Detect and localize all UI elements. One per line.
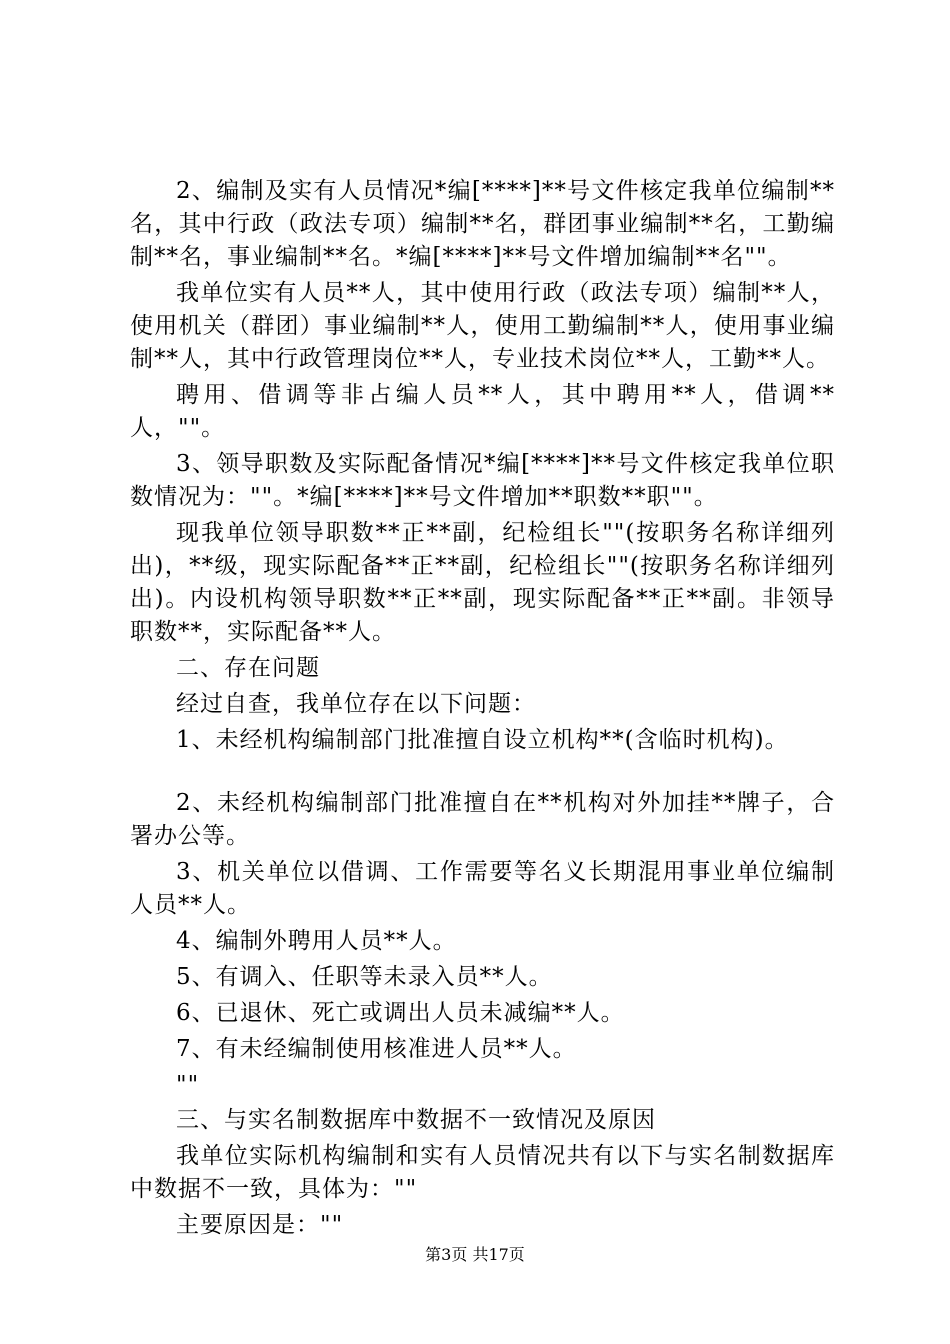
list-item-problem-6: 6、已退休、死亡或调出人员未减编**人。 [176, 1000, 625, 1026]
list-item-problem-2: 2、未经机构编制部门批准擅自在**机构对外加挂**牌子，合署办公等。 [130, 790, 835, 849]
paragraph-leadership-quota: 3、领导职数及实际配备情况*编[****]**号文件核定我单位职数情况为：""。*编[****]**号文件增加**职数**职""。 [130, 451, 835, 510]
section-heading-inconsistency: 三、与实名制数据库中数据不一致情况及原因 [176, 1107, 656, 1133]
paragraph-self-check: 经过自查，我单位存在以下问题： [176, 691, 536, 717]
section-heading-problems: 二、存在问题 [176, 655, 320, 681]
list-item-problem-1: 1、未经机构编制部门批准擅自设立机构**(含临时机构)。 [176, 727, 789, 753]
list-item-problem-7: 7、有未经编制使用核准进人员**人。 [176, 1036, 577, 1062]
paragraph-main-reason: 主要原因是："" [176, 1212, 344, 1238]
paragraph-inconsistency-detail: 我单位实际机构编制和实有人员情况共有以下与实名制数据库中数据不一致，具体为："" [130, 1143, 835, 1202]
paragraph-non-established: 聘用、借调等非占编人员**人，其中聘用**人，借调**人，""。 [130, 382, 835, 441]
placeholder-quotes: "" [176, 1072, 200, 1098]
document-body [130, 175, 835, 1245]
list-item-problem-4: 4、编制外聘用人员**人。 [176, 928, 457, 954]
paragraph-leadership-actual: 现我单位领导职数**正**副，纪检组长""(按职务名称详细列出)，**级，现实际配备**正**副，纪检组长""(按职务名称详细列出)。内设机构领导职数**正**副，现实际配备**正**副。非领导职数**，实际配备**人。 [130, 520, 835, 645]
paragraph-staffing: 2、编制及实有人员情况*编[****]**号文件核定我单位编制**名，其中行政（政法专项）编制**名，群团事业编制**名，工勤编制**名，事业编制**名。*编[****]**号文件增加编制**名""。 [130, 178, 835, 270]
paragraph-actual-staff: 我单位实有人员**人，其中使用行政（政法专项）编制**人，使用机关（群团）事业编制**人，使用工勤编制**人，使用事业编制**人，其中行政管理岗位**人，专业技术岗位**人，工勤**人。 [130, 280, 835, 372]
list-item-problem-5: 5、有调入、任职等未录入员**人。 [176, 964, 553, 990]
list-item-problem-3: 3、机关单位以借调、工作需要等名义长期混用事业单位编制人员**人。 [130, 859, 835, 918]
page-number-footer: 第3页 共17页 [425, 1245, 525, 1264]
